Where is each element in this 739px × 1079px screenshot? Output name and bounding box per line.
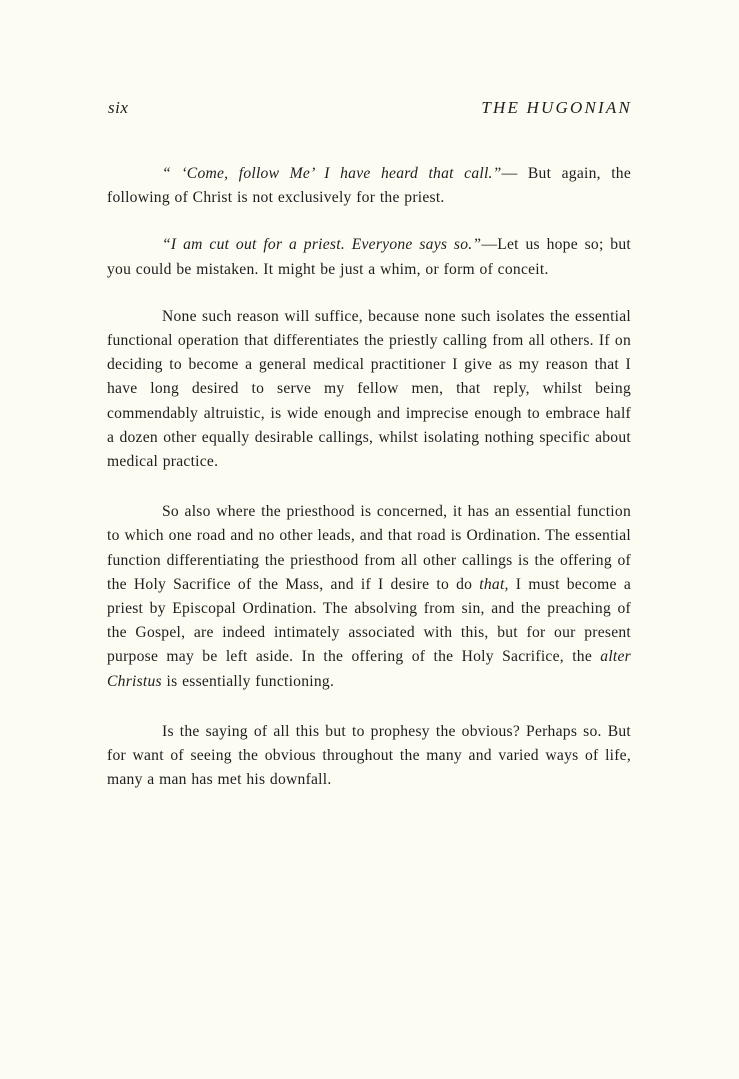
paragraph-4-text-c: is essentially functioning. — [161, 672, 335, 690]
paragraph-4-text-b: I must become a priest by Episcopal Ordination. The absolving from sin, and the preaching of the Gospel, are indeed intimately associated with this, but for our present purpose may be left aside. In the offering of the Holy Sacrifice, the — [107, 575, 631, 666]
paragraph-3-text: None such reason will suffice, because none such isolates the essential functional operation that differentiates the priestly calling from all others. If on deciding to become a general medical practitioner I give as my reason that I have long desired to serve my fellow men, that reply, whilst being commendably altruistic, is wide enough and imprecise enough to embrace half a dozen other equally desirable callings, whilst isolating nothing specific about medical practice. — [107, 307, 631, 471]
paragraph-2-text: —Let us hope so; but you could be mistaken. It might be just a whim, or form of conceit. — [107, 236, 631, 278]
emphasis-alter-christus: alter Christus — [107, 648, 631, 690]
running-title: THE HUGONIAN — [481, 98, 632, 117]
paragraph-1 — [107, 162, 631, 210]
body-text — [107, 162, 631, 792]
paragraph-4 — [107, 500, 631, 694]
emphasis-that: that, — [479, 575, 509, 593]
paragraph-1-text: — But again, the following of Christ is not exclusively for the priest. — [107, 165, 631, 207]
paragraph-4-text-a: So also where the priesthood is concerned, it has an essential function to which one road and no other leads, and that road is Ordination. The essential function differentiating the priesthood from all other callings is the offering of the Holy Sacrifice of the Mass, and if I desire to do — [107, 503, 631, 593]
page-header — [108, 98, 632, 122]
page-number: six — [108, 98, 129, 117]
quotation-come-follow-me: “ ‘Come, follow Me’ I have heard that call.” — [162, 165, 502, 182]
paragraph-5 — [107, 720, 631, 793]
paragraph-3 — [107, 305, 631, 474]
paragraph-5-text: Is the saying of all this but to prophesy the obvious? Perhaps so. But for want of seeing the obvious throughout the many and varied ways of life, many a man has met his downfall. — [107, 722, 631, 789]
paragraph-2 — [107, 233, 631, 281]
quotation-cut-out-for-a-priest: “I am cut out for a priest. Everyone says so.” — [162, 236, 482, 254]
